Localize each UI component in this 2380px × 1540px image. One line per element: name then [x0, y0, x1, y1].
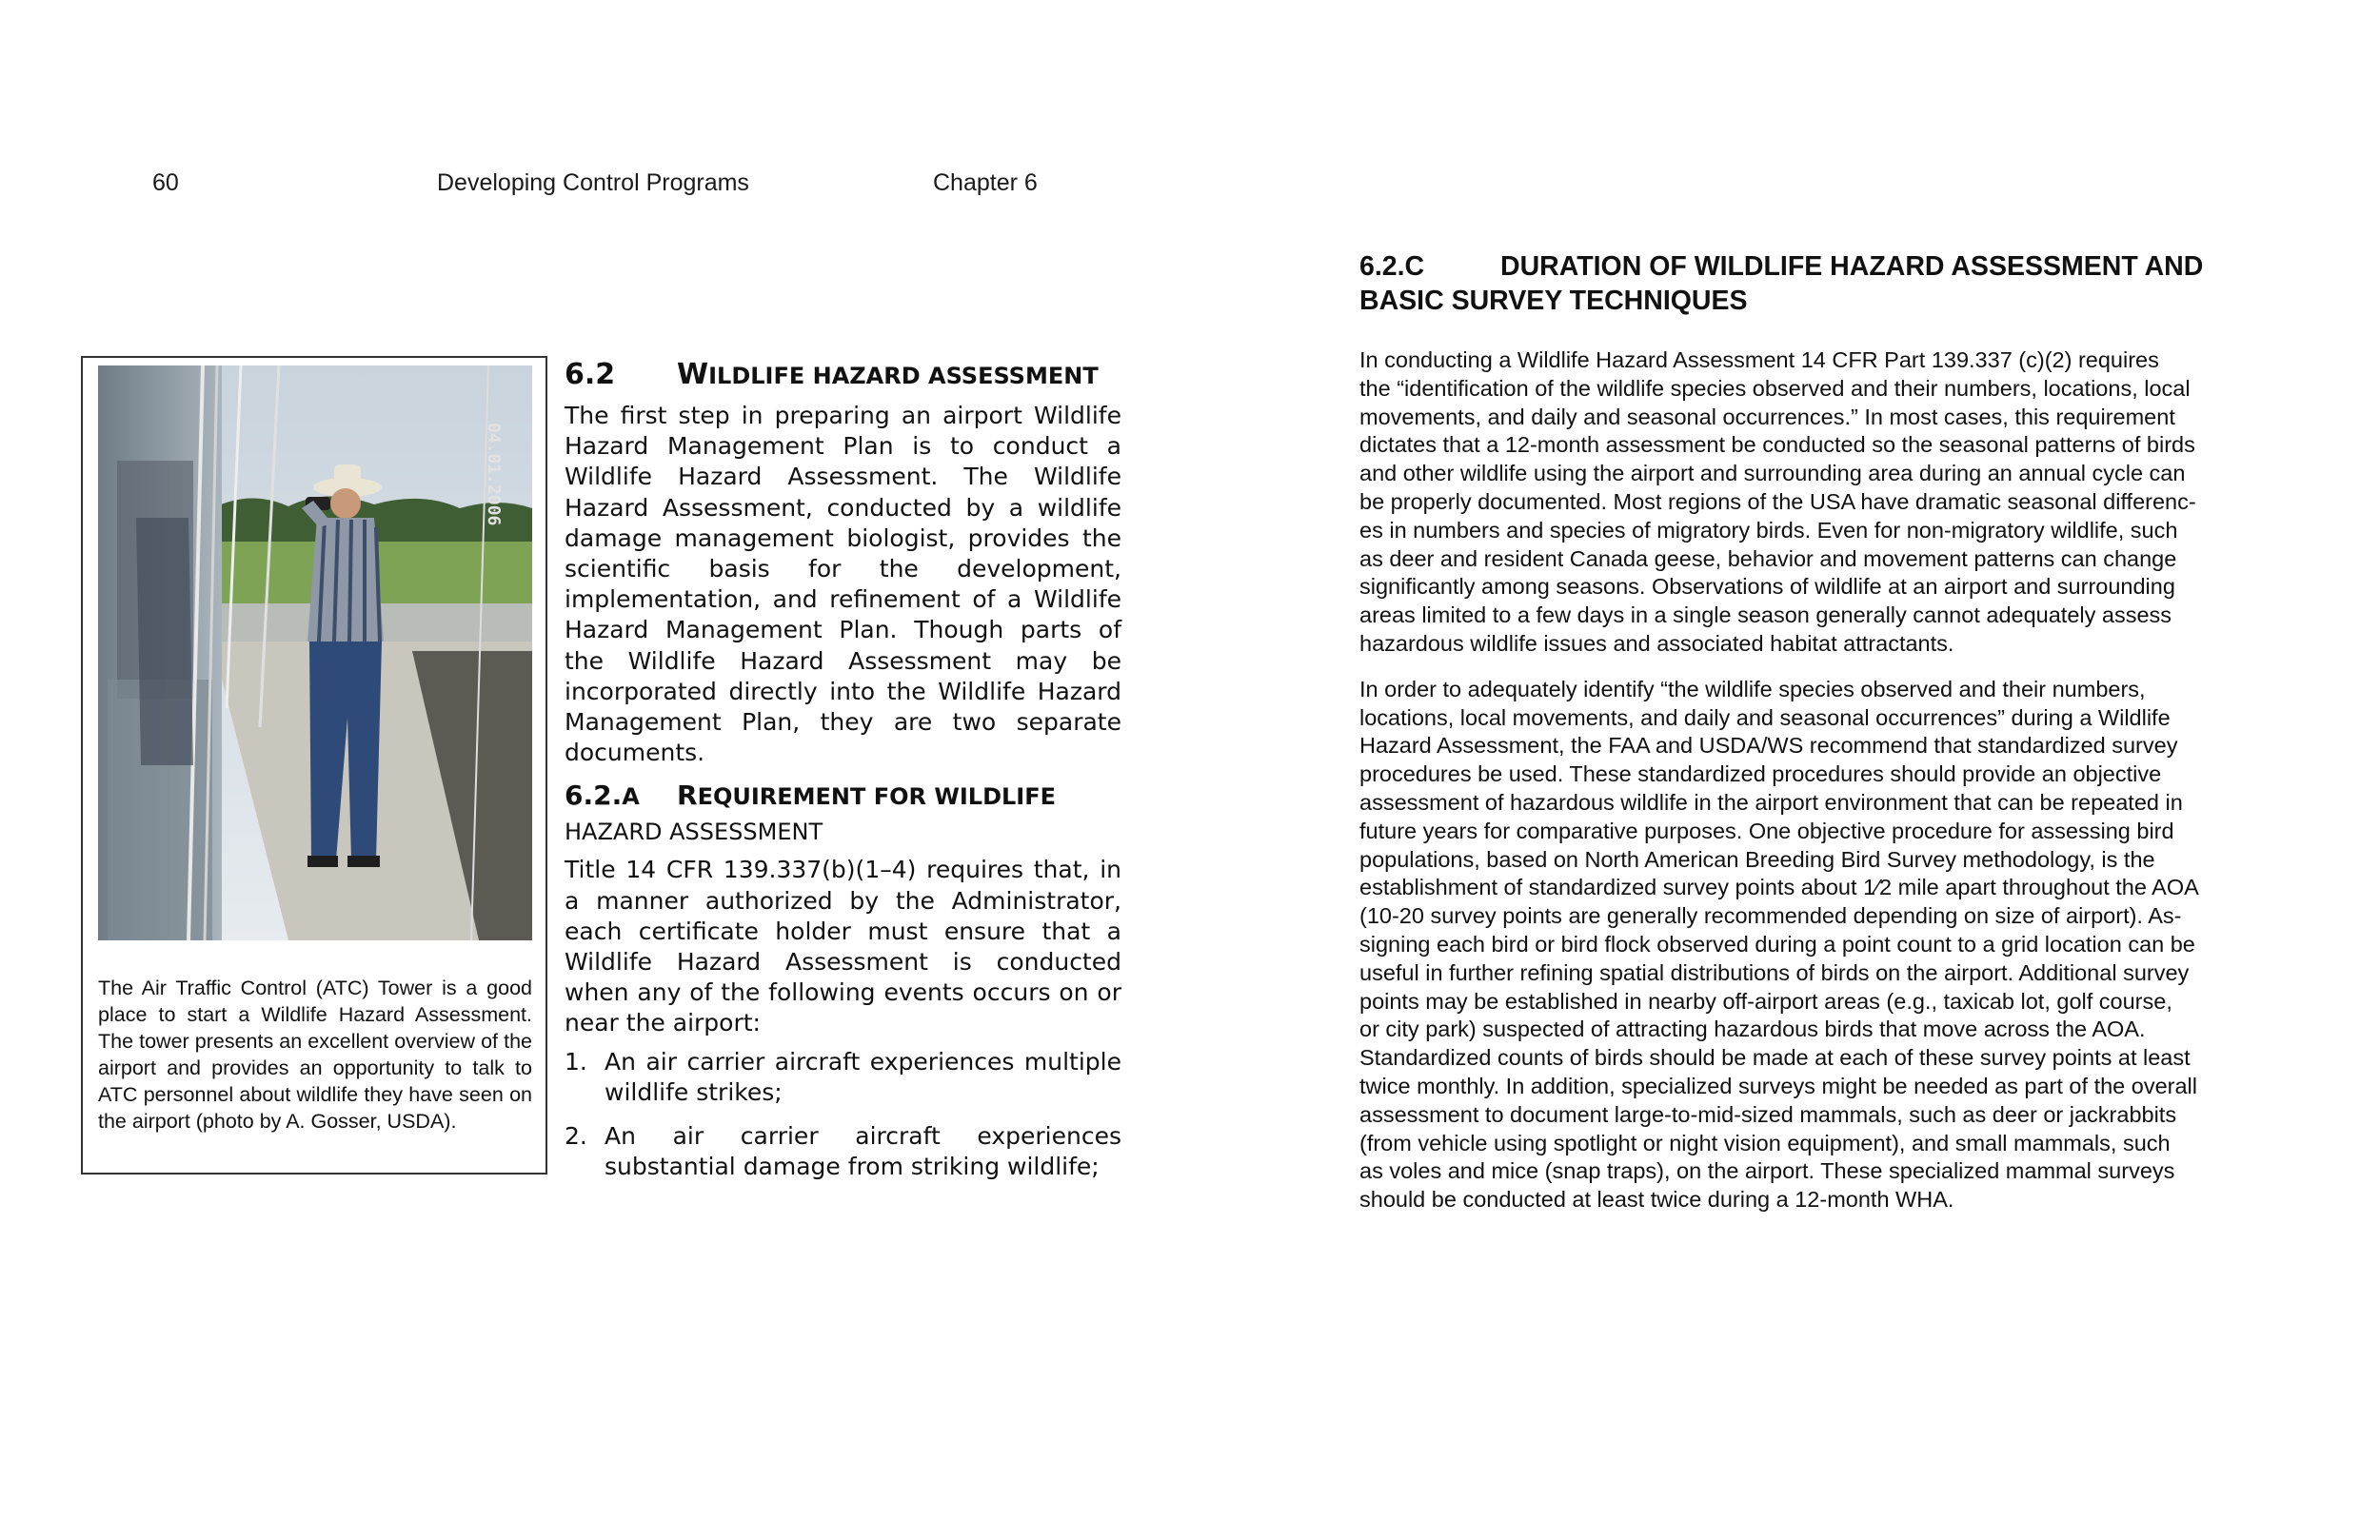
paragraph-line: and other wildlife using the airport and surrounding area during an annual cycle can — [1359, 461, 2186, 486]
paragraph-line: assessment of hazardous wildlife in the airport environment that can be repeated in — [1359, 789, 2183, 815]
paragraph-line: significantly among seasons. Observations of wildlife at an airport and surrounding — [1359, 574, 2175, 600]
subsection-number: 6.2. — [565, 780, 623, 812]
page-number: 60 — [152, 169, 179, 196]
paragraph-line: should be conducted at least twice during a 12-month WHA. — [1359, 1187, 1954, 1213]
paragraph-line: locations, local movements, and daily and seasonal occurrences” during a Wildlife — [1359, 704, 2171, 730]
paragraph-line: dictates that a 12-month assessment be conducted so the seasonal patterns of birds — [1359, 432, 2195, 458]
list-item — [565, 1047, 1121, 1108]
paragraph-line: areas limited to a few days in a single season generally cannot adequately assess — [1359, 602, 2172, 628]
section-6-2-body: The first step in preparing an airport Wildlife Hazard Management Plan is to conduct a Wildlife Hazard Assessment. The Wildlife Hazard Assessment, conducted by a wildlife damage management biologist, provides the scientific basis for the development, implementation, and refinement of a Wildlife Hazard Management Plan. Though parts of the Wildlife Hazard Assessment may be incorporated directly into the Wildlife Hazard Management Plan, they are two separate documents. — [565, 402, 1121, 767]
paragraph-line: In order to adequately identify “the wildlife species observed and their numbers, — [1359, 676, 2146, 701]
paragraph-line: be properly documented. Most regions of the USA have dramatic seasonal differenc- — [1359, 488, 2196, 514]
photo-illustration — [98, 365, 532, 940]
photo-atc-tower-observer — [98, 365, 532, 940]
list-text: An air carrier aircraft experiences substantial damage from striking wildlife; — [605, 1122, 1121, 1181]
subheading-rest: EQUIREMENT FOR WILDLIFE — [697, 783, 1057, 811]
paragraph-line: (10-20 survey points are generally recommended depending on size of airport). As- — [1359, 903, 2182, 929]
figure-box — [81, 356, 547, 1175]
paragraph-line: the “identification of the wildlife species observed and their numbers, locations, local — [1359, 375, 2191, 401]
left-column — [565, 356, 1121, 1195]
paragraph-line: points may be established in nearby off-airport areas (e.g., taxicab lot, golf course, — [1359, 988, 2172, 1014]
list-text: An air carrier aircraft experiences multiple wildlife strikes; — [605, 1047, 1121, 1106]
paragraph-line: movements, and daily and seasonal occurrences.” In most cases, this requirement — [1359, 404, 2175, 429]
heading-initial: W — [677, 358, 709, 391]
paragraph-line: useful in further refining spatial distributions of birds on the airport. Additional survey — [1359, 959, 2190, 985]
section-6-2-c-heading — [1359, 249, 2250, 318]
paragraph-2 — [1359, 676, 2250, 1214]
heading-line1: DURATION OF WILDLIFE HAZARD ASSESSMENT AND — [1500, 251, 2204, 282]
paragraph-line: populations, based on North American Breeding Bird Survey methodology, is the — [1359, 846, 2155, 872]
section-6-2-a-body: Title 14 CFR 139.337(b)(1–4) requires that, in a manner authorized by the Administrator, each certificate holder must ensure that a Wildlife Hazard Assessment is conducted when any of the following events occurs on or near the airport: — [565, 856, 1121, 1037]
heading-rest: ILDLIFE HAZARD ASSESSMENT — [708, 363, 1099, 389]
requirement-list — [565, 1047, 1121, 1183]
paragraph-line: twice monthly. In addition, specialized surveys might be needed as part of the overall — [1359, 1073, 2197, 1098]
right-column — [1359, 249, 2250, 1214]
paragraph-line: as deer and resident Canada geese, behavior and movement patterns can change — [1359, 545, 2177, 571]
list-item — [565, 1121, 1121, 1182]
list-number: 2. — [565, 1122, 587, 1151]
paragraph-1 — [1359, 346, 2250, 659]
subheading-initial: R — [677, 780, 698, 812]
running-title: Developing Control Programs — [437, 169, 749, 196]
paragraph-line: future years for comparative purposes. One objective procedure for assessing bird — [1359, 818, 2174, 843]
paragraph-line: es in numbers and species of migratory birds. Even for non-migratory wildlife, such — [1359, 517, 2178, 543]
paragraph-line: establishment of standardized survey points about 1⁄2 mile apart throughout the AOA — [1359, 875, 2199, 900]
chapter-label: Chapter 6 — [933, 169, 1038, 196]
section-number: 6.2 — [565, 358, 616, 391]
subsection-suffix: A — [622, 783, 640, 811]
figure-caption: The Air Traffic Control (ATC) Tower is a good place to start a Wildlife Hazard Assessment. The tower presents an excellent overview of the airport and provides an opportunity to talk to ATC personnel about wildlife they have seen on the airport (photo by A. Gosser, USDA). — [98, 977, 532, 1133]
section-6-2-a-heading — [565, 778, 1121, 815]
paragraph-line: assessment to document large-to-mid-sized mammals, such as deer or jackrabbits — [1359, 1101, 2177, 1127]
paragraph-line: as voles and mice (snap traps), on the airport. These specialized mammal surveys — [1359, 1158, 2175, 1184]
list-number: 1. — [565, 1047, 587, 1076]
paragraph-line: procedures be used. These standardized procedures should provide an objective — [1359, 761, 2162, 787]
paragraph-line: hazardous wildlife issues and associated habitat attractants. — [1359, 630, 1954, 656]
heading-line2: BASIC SURVEY TECHNIQUES — [1359, 286, 1748, 316]
paragraph-line: or city park) suspected of attracting hazardous birds that move across the AOA. — [1359, 1017, 2146, 1042]
paragraph-line: In conducting a Wildlife Hazard Assessment 14 CFR Part 139.337 (c)(2) requires — [1359, 347, 2159, 372]
paragraph-line: Standardized counts of birds should be made at each of these survey points at least — [1359, 1045, 2191, 1071]
photo-datestamp: 04.01.2006 — [484, 423, 504, 526]
section-6-2-heading — [565, 356, 1121, 395]
paragraph-line: (from vehicle using spotlight or night vision equipment), and small mammals, such — [1359, 1130, 2171, 1155]
subheading-line2: HAZARD ASSESSMENT — [565, 819, 823, 846]
paragraph-line: Hazard Assessment, the FAA and USDA/WS recommend that standardized survey — [1359, 733, 2178, 759]
paragraph-line: signing each bird or bird flock observed during a point count to a grid location can be — [1359, 931, 2195, 957]
section-number: 6.2.C — [1359, 251, 1425, 282]
